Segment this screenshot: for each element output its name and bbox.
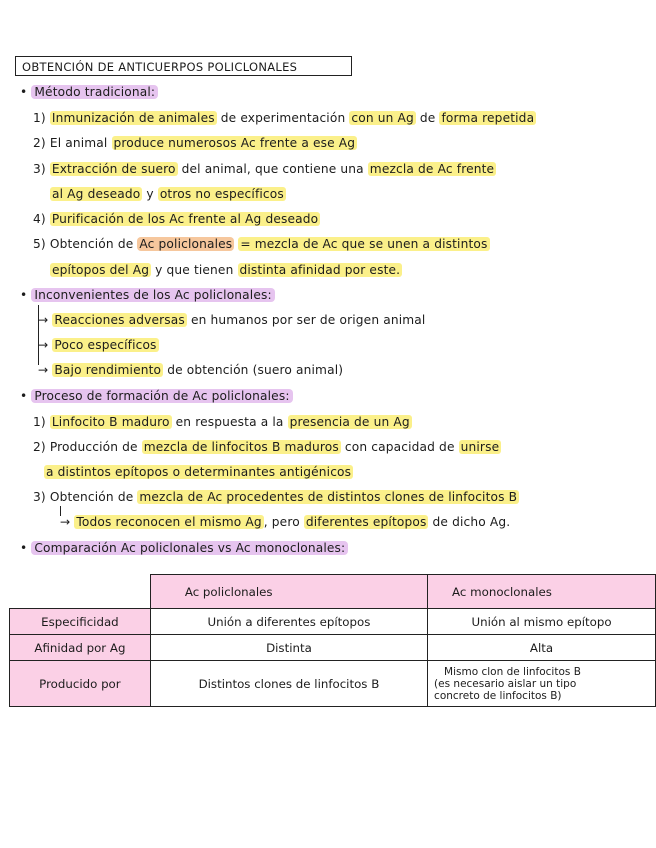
cell-poly: Distintos clones de linfocitos B bbox=[150, 661, 427, 707]
process-3: 3) Obtención de mezcla de Ac procedentes de distintos clones de linfocitos B bbox=[33, 490, 518, 504]
table-row bbox=[10, 635, 656, 661]
header-poly: Ac policlonales bbox=[150, 575, 427, 609]
step-1: 1) Inmunización de animales de experimentación con un Ag de forma repetida bbox=[33, 111, 535, 125]
section-drawbacks: • Inconvenientes de los Ac policlonales: bbox=[20, 287, 275, 304]
drawback-3: → Bajo rendimiento de obtención (suero animal) bbox=[38, 363, 344, 377]
table-header-row bbox=[10, 575, 656, 609]
page-title: OBTENCIÓN DE ANTICUERPOS POLICLONALES bbox=[15, 56, 352, 76]
step-3-cont: al Ag deseado y otros no específicos bbox=[52, 187, 284, 201]
process-3-sub: → Todos reconocen el mismo Ag , pero diferentes epítopos de dicho Ag. bbox=[60, 515, 511, 529]
row-label: Afinidad por Ag bbox=[10, 635, 151, 661]
process-1: 1) Linfocito B maduro en respuesta a la presencia de un Ag bbox=[33, 415, 410, 429]
arrow-icon: → bbox=[60, 515, 71, 529]
step-3: 3) Extracción de suero del animal, que contiene una mezcla de Ac frente bbox=[33, 162, 495, 176]
section-process: • Proceso de formación de Ac policlonales: bbox=[20, 388, 293, 405]
section-title-method: Método tradicional: bbox=[31, 85, 158, 99]
table-row bbox=[10, 661, 656, 707]
cell-mono: Alta bbox=[428, 635, 656, 661]
drawback-1: → Reacciones adversas en humanos por ser de origen animal bbox=[38, 313, 426, 327]
arrow-icon: → bbox=[38, 363, 49, 377]
section-method bbox=[20, 84, 158, 101]
bullet: • bbox=[20, 85, 28, 99]
cell-mono: Mismo clon de linfocitos B (es necesario aislar un tipo concreto de linfocitos B) bbox=[428, 661, 656, 707]
process-2: 2) Producción de mezcla de linfocitos B maduros con capacidad de unirse bbox=[33, 440, 500, 454]
section-title-comparison: Comparación Ac policlonales vs Ac monoclonales: bbox=[31, 541, 348, 555]
row-label: Especificidad bbox=[10, 609, 151, 635]
header-mono: Ac monoclonales bbox=[428, 575, 656, 609]
step-4: 4) Purificación de los Ac frente al Ag deseado bbox=[33, 212, 319, 226]
section-comparison: • Comparación Ac policlonales vs Ac monoclonales: bbox=[20, 540, 348, 557]
cell-mono: Unión al mismo epítopo bbox=[428, 609, 656, 635]
row-label: Producido por bbox=[10, 661, 151, 707]
section-title-process: Proceso de formación de Ac policlonales: bbox=[31, 389, 292, 403]
arrow-icon: → bbox=[38, 313, 49, 327]
cell-poly: Unión a diferentes epítopos bbox=[150, 609, 427, 635]
comparison-table bbox=[9, 574, 656, 707]
drawback-2: → Poco específicos bbox=[38, 338, 157, 352]
arrow-icon: → bbox=[38, 338, 49, 352]
step-5-cont: epítopos del Ag y que tienen distinta afinidad por este. bbox=[52, 263, 401, 277]
step-5: 5) Obtención de Ac policlonales = mezcla de Ac que se unen a distintos bbox=[33, 237, 488, 251]
step-2: 2) El animal produce numerosos Ac frente a ese Ag bbox=[33, 136, 356, 150]
cell-poly: Distinta bbox=[150, 635, 427, 661]
process-2-cont: a distintos epítopos o determinantes antigénicos bbox=[46, 465, 352, 479]
section-title-drawbacks: Inconvenientes de los Ac policlonales: bbox=[31, 288, 274, 302]
table-row bbox=[10, 609, 656, 635]
